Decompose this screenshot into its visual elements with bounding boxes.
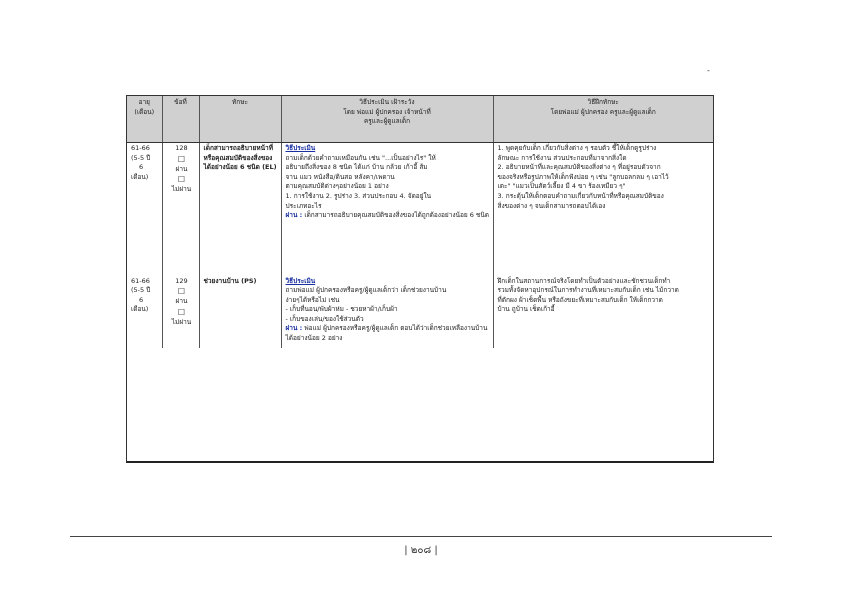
practice-line: รวมทั้งจัดหาอุปกรณ์ในการทำงานที่เหมาะสมกับเด็ก เช่น ไม้กวาด — [497, 286, 679, 295]
pass-checkbox[interactable]: ☐ — [177, 154, 186, 164]
table-header-row — [127, 96, 713, 143]
assessment-line: 1. การใช้งาน 2. รูปร่าง 3. ส่วนประกอบ 4. จัดอยู่ใน — [285, 191, 432, 200]
fail-label: ไม่ผ่าน — [171, 317, 192, 326]
practice-cell — [493, 269, 713, 348]
practice-line: ลักษณะ การใช้งาน ส่วนประกอบที่มาจากสิ่งใด — [497, 153, 627, 162]
practice-line: ที่ตักผง ผ้าเช็ดพื้น หรือถังขยะที่เหมาะสมกับเด็ก ให้เด็กกวาด — [497, 295, 663, 304]
fail-label: ไม่ผ่าน — [171, 185, 192, 194]
assessment-line: จาน แมว หนังสือ/ดินสอ หลังคา/เพดาน — [285, 172, 395, 181]
header-skill: ทักษะ — [199, 96, 281, 143]
development-table — [126, 95, 714, 463]
fail-checkbox[interactable]: ☐ — [177, 175, 186, 185]
table-row — [127, 143, 713, 269]
item-cell — [162, 269, 199, 348]
header-practice — [493, 96, 713, 143]
assessment-line: - เก็บของเล่น/ของใช้ส่วนตัว — [285, 314, 364, 323]
assessment-line: ตามคุณสมบัติต่างๆอย่างน้อย 1 อย่าง — [285, 182, 389, 191]
pass-label: ผ่าน — [175, 297, 188, 306]
fail-checkbox[interactable]: ☐ — [177, 307, 186, 317]
pass-criteria-label: ผ่าน : — [285, 324, 303, 333]
practice-line: ฝึกเด็กในสถานการณ์จริงโดยทำเป็นตัวอย่างและชักชวนเด็กทำ — [497, 276, 671, 285]
item-number: 129 — [175, 276, 188, 285]
header-assessment-line: โดย พ่อแม่ ผู้ปกครอง เจ้าหน้าที่ — [343, 107, 431, 116]
skill-cell: เด็กสามารถอธิบายหน้าที่หรือคุณสมบัติของสิ่งของได้อย่างน้อย 6 ชนิด (EL) — [199, 143, 281, 269]
assessment-line: ง่ายๆได้หรือไม่ เช่น — [285, 295, 340, 304]
age-line: 61-66 — [131, 144, 150, 152]
practice-cell — [493, 143, 713, 269]
assessment-line: ถามพ่อแม่ ผู้ปกครองหรือครู/ผู้ดูแลเด็กว่า เด็กช่วยงานบ้าน — [285, 286, 447, 295]
practice-line: ของจริงหรือรูปภาพให้เด็กฟังบ่อย ๆ เช่น "ลูกบอลกลม ๆ เอาไว้ — [497, 172, 669, 181]
footer-divider — [70, 536, 772, 537]
assessment-line: อธิบายถึงสิ่งของ 8 ชนิด ได้แก่ บ้าน กล้วย เก้าอี้ ส้ม — [285, 163, 428, 172]
header-assessment — [281, 96, 493, 143]
age-line: (5-5 ปี — [131, 286, 151, 295]
header-practice-line: โดยพ่อแม่ ผู้ปกครอง ครูและผู้ดูแลเด็ก — [550, 107, 656, 116]
assessment-title: วิธีประเมิน — [285, 144, 316, 152]
practice-line: 3. กระตุ้นให้เด็กตอบคำถามเกี่ยวกับหน้าที่หรือคุณสมบัติของ — [497, 191, 664, 200]
practice-line: 1. พูดคุยกับเด็ก เกี่ยวกับสิ่งต่าง ๆ รอบตัว ชี้ให้เด็กดูรูปร่าง — [497, 144, 657, 152]
pass-criteria-text: เด็กสามารถอธิบายคุณสมบัติของสิ่งของได้ถูกต้องอย่างน้อย 6 ชนิด — [304, 211, 490, 220]
item-number: 128 — [175, 144, 188, 152]
assessment-line: ถามเด็กด้วยคำถามเหมือนกัน เช่น "...เป็นอย่างไร" ให้ — [285, 153, 436, 162]
header-age-line: (เดือน) — [134, 107, 155, 116]
assessment-line: ประเภทอะไร — [285, 201, 322, 210]
header-practice-line: วิธีฝึกทักษะ — [587, 98, 619, 106]
table-row — [127, 269, 713, 348]
assessment-cell — [281, 143, 493, 269]
age-line: เดือน) — [131, 305, 149, 314]
item-cell — [162, 143, 199, 269]
pass-criteria-text: พ่อแม่ ผู้ปกครองหรือครู/ผู้ดูแลเด็ก ตอบได้ว่าเด็กช่วยเหลืองานบ้านได้อย่างน้อย 2 อย่าง — [285, 324, 488, 343]
pass-label: ผ่าน — [175, 164, 188, 173]
header-item: ข้อที่ — [162, 96, 199, 143]
header-assessment-line: วิธีประเมิน เฝ้าระวัง — [359, 98, 415, 106]
header-age — [127, 96, 162, 143]
skills-table — [127, 96, 713, 348]
assessment-title: วิธีประเมิน — [285, 276, 316, 285]
skill-cell: ช่วยงานบ้าน (PS) — [199, 269, 281, 348]
age-line: เดือน) — [131, 172, 149, 181]
header-age-line: อายุ — [138, 98, 150, 106]
practice-line: 2. อธิบายหน้าที่และคุณสมบัติของสิ่งต่าง ๆ ที่อยู่รอบตัวจาก — [497, 163, 661, 172]
corner-mark: - — [707, 66, 710, 75]
pass-criteria-label: ผ่าน : — [285, 211, 303, 220]
practice-line: เตะ" "แมวเป็นสัตว์เลี้ยง มี 4 ขา ร้องเหมียว ๆ" — [497, 182, 626, 191]
page-number: | ๒๐๘ | — [404, 545, 438, 556]
age-line: (5-5 ปี — [131, 153, 151, 162]
header-assessment-line: ครูและผู้ดูแลเด็ก — [363, 117, 411, 126]
practice-line: บ้าน ถูบ้าน เช็ดเก้าอี้ — [497, 305, 555, 314]
age-cell — [127, 143, 162, 269]
assessment-cell — [281, 269, 493, 348]
pass-criteria — [286, 211, 491, 221]
practice-line: สิ่งของต่าง ๆ จนเด็กสามารถตอบได้เอง — [497, 201, 606, 210]
pass-criteria — [286, 324, 491, 343]
age-line: 61-66 — [131, 276, 150, 285]
assessment-line: - เก็บที่นอน/พับผ้าห่ม - ชวยหาผ้า/เก็บผ้า — [285, 305, 398, 314]
age-line: 6 — [139, 295, 144, 304]
age-line: 6 — [139, 163, 144, 172]
pass-checkbox[interactable]: ☐ — [177, 287, 186, 297]
age-cell — [127, 269, 162, 348]
